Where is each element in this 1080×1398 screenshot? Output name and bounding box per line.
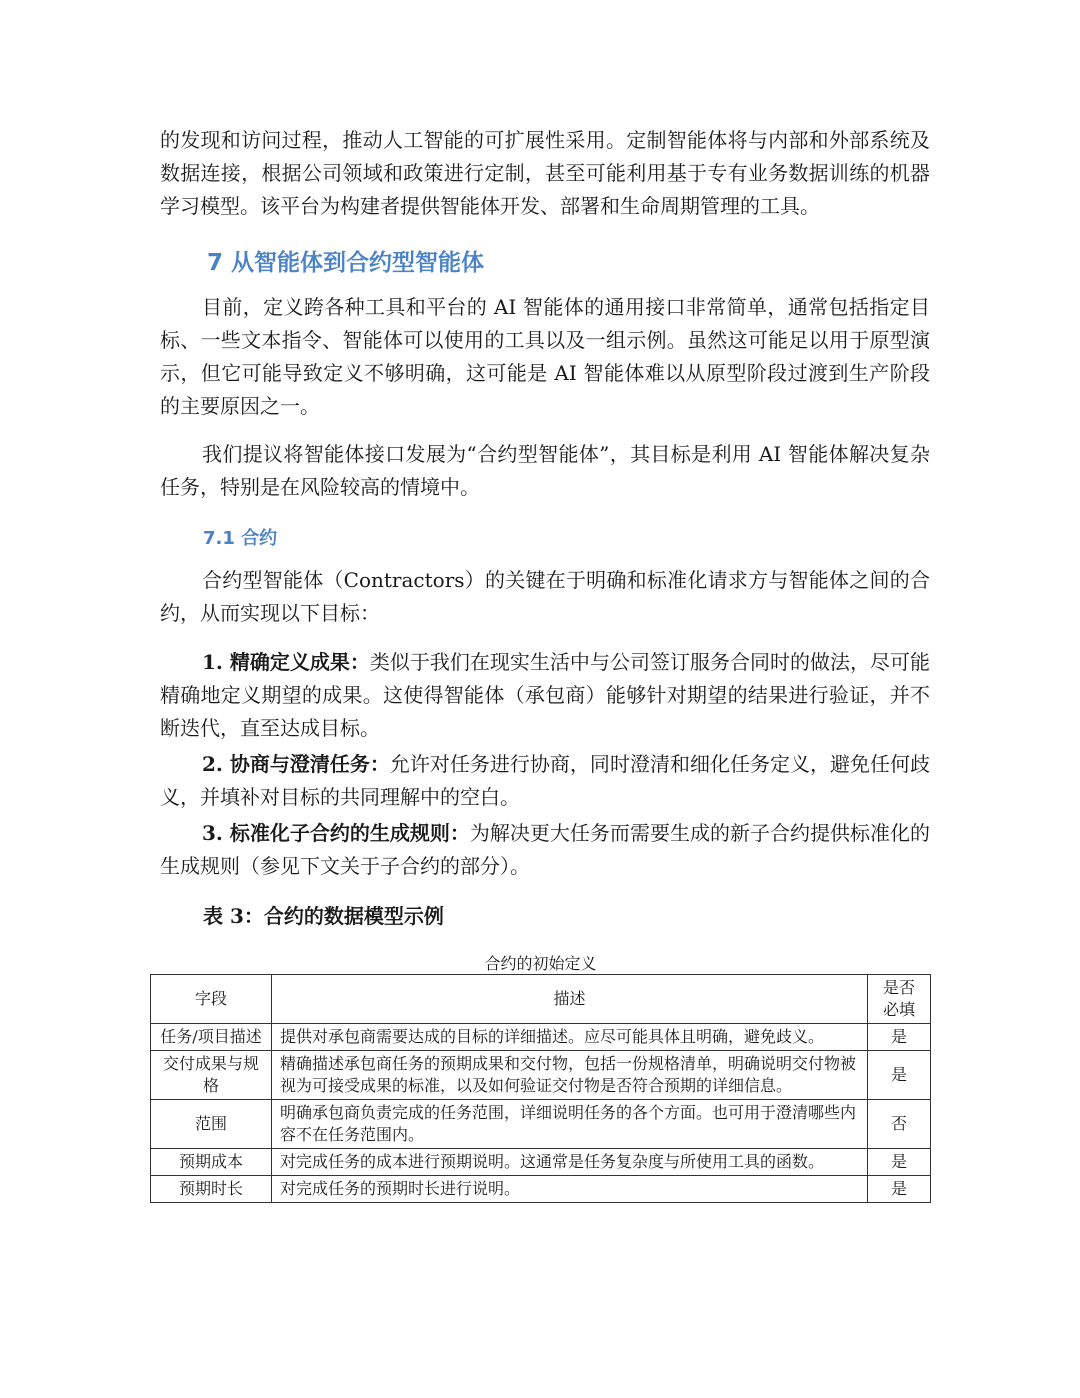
intro-paragraph: 的发现和访问过程，推动人工智能的可扩展性采用。定制智能体将与内部和外部系统及数据连接，根据公司领域和政策进行定制，甚至可能利用基于专有业务数据训练的机器学习模型。该平台为构建者提供智能体开发、部署和生命周期管理的工具。 [160, 128, 930, 218]
header-description: 描述 [272, 975, 868, 1024]
list-item-1 [160, 646, 930, 745]
list-item-1-title: 1. 精确定义成果： [202, 650, 370, 674]
section-7-1-paragraph: 合约型智能体（Contractors）的关键在于明确和标准化请求方与智能体之间的合约，从而实现以下目标： [160, 568, 930, 625]
row-description: 对完成任务的预期时长进行说明。 [272, 1176, 868, 1203]
table-caption: 表 3：合约的数据模型示例 [203, 904, 444, 928]
contract-data-model-table [150, 974, 931, 1203]
section-7-paragraph-1: 目前，定义跨各种工具和平台的 AI 智能体的通用接口非常简单，通常包括指定目标、一些文本指令、智能体可以使用的工具以及一组示例。虽然这可能足以用于原型演示，但它可能导致定义不够明确，这可能是 AI 智能体难以从原型阶段过渡到生产阶段的主要原因之一。 [160, 295, 930, 418]
table-title: 合约的初始定义 [484, 954, 597, 973]
row-description: 对完成任务的成本进行预期说明。这通常是任务复杂度与所使用工具的函数。 [272, 1149, 868, 1176]
row-required: 是 [868, 1176, 931, 1203]
row-description: 提供对承包商需要达成的目标的详细描述。应尽可能具体且明确，避免歧义。 [272, 1024, 868, 1051]
row-description: 精确描述承包商任务的预期成果和交付物，包括一份规格清单，明确说明交付物被视为可接受成果的标准，以及如何验证交付物是否符合预期的详细信息。 [272, 1051, 868, 1100]
row-required: 否 [868, 1100, 931, 1149]
section-7-1-heading: 7.1 合约 [203, 528, 278, 549]
row-required: 是 [868, 1149, 931, 1176]
section-7-heading: 7 从智能体到合约型智能体 [207, 250, 485, 276]
list-item-2-title: 2. 协商与澄清任务： [202, 752, 390, 776]
header-field: 字段 [151, 975, 272, 1024]
table-row [151, 1024, 931, 1051]
row-field: 预期时长 [151, 1176, 272, 1203]
list-item-1-text: 类似于我们在现实生活中与公司签订服务合同时的做法，尽可能精确地定义期望的成果。这使得智能体（承包商）能够针对期望的结果进行验证，并不断迭代，直至达成目标。 [160, 650, 931, 740]
row-description: 明确承包商负责完成的任务范围，详细说明任务的各个方面。也可用于澄清哪些内容不在任务范围内。 [272, 1100, 868, 1149]
row-required: 是 [868, 1024, 931, 1051]
list-item-3-title: 3. 标准化子合约的生成规则： [202, 821, 470, 845]
section-7-paragraph-2: 我们提议将智能体接口发展为“合约型智能体”，其目标是利用 AI 智能体解决复杂任务，特别是在风险较高的情境中。 [160, 442, 930, 499]
row-field: 预期成本 [151, 1149, 272, 1176]
table-header-row [151, 975, 931, 1024]
list-item-2 [160, 748, 930, 814]
row-field: 交付成果与规格 [151, 1051, 272, 1100]
table-row [151, 1149, 931, 1176]
list-item-2-text: 允许对任务进行协商，同时澄清和细化任务定义，避免任何歧义，并填补对目标的共同理解中的空白。 [160, 752, 931, 809]
list-item-3-text: 为解决更大任务而需要生成的新子合约提供标准化的生成规则（参见下文关于子合约的部分）。 [160, 821, 931, 878]
row-field: 范围 [151, 1100, 272, 1149]
list-item-3 [160, 817, 930, 883]
table-row [151, 1176, 931, 1203]
row-required: 是 [868, 1051, 931, 1100]
table-row [151, 1100, 931, 1149]
header-required: 是否必填 [868, 975, 931, 1024]
table-row [151, 1051, 931, 1100]
row-field: 任务/项目描述 [151, 1024, 272, 1051]
